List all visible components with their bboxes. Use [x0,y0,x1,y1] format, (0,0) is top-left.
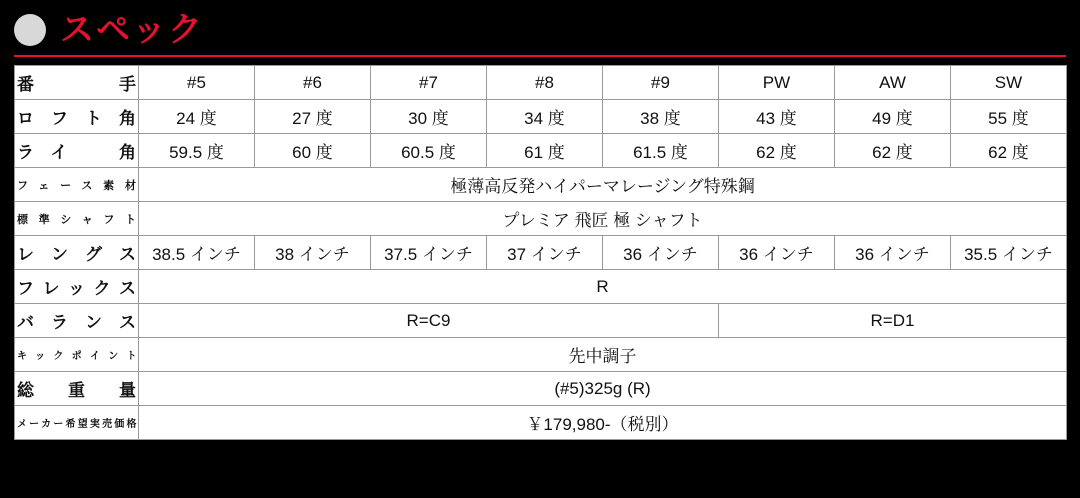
cell-club-4: #9 [603,66,719,100]
cell-loft-7: 55 度 [951,100,1067,134]
table-row [15,304,1067,338]
table-row [15,270,1067,304]
cell-total-weight: (#5)325g (R) [139,372,1067,406]
cell-loft-6: 49 度 [835,100,951,134]
table-row [15,134,1067,168]
table-row [15,202,1067,236]
cell-lie-3: 61 度 [487,134,603,168]
cell-club-1: #6 [255,66,371,100]
cell-lie-0: 59.5 度 [139,134,255,168]
spec-table-container [14,65,1066,440]
spec-table [14,65,1067,440]
cell-length-5: 36 インチ [719,236,835,270]
page-header [0,0,1080,60]
table-row [15,66,1067,100]
cell-club-0: #5 [139,66,255,100]
row-label-club: 番 手 [15,66,139,100]
cell-club-7: SW [951,66,1067,100]
row-label-loft: ロ フ ト 角 [15,100,139,134]
cell-loft-5: 43 度 [719,100,835,134]
circle-bullet-icon [14,14,46,46]
cell-length-7: 35.5 インチ [951,236,1067,270]
row-label-kick-point: キックポイント [15,338,139,372]
cell-length-1: 38 インチ [255,236,371,270]
cell-price: ￥179,980-（税別） [139,406,1067,440]
cell-lie-1: 60 度 [255,134,371,168]
cell-club-6: AW [835,66,951,100]
row-label-face-material: フェース素材 [15,168,139,202]
cell-kick-point: 先中調子 [139,338,1067,372]
cell-length-3: 37 インチ [487,236,603,270]
cell-lie-4: 61.5 度 [603,134,719,168]
table-row [15,338,1067,372]
cell-lie-5: 62 度 [719,134,835,168]
cell-lie-6: 62 度 [835,134,951,168]
row-label-lie: ラ イ 角 [15,134,139,168]
cell-club-3: #8 [487,66,603,100]
cell-loft-0: 24 度 [139,100,255,134]
cell-length-2: 37.5 インチ [371,236,487,270]
cell-face-material: 極薄高反発ハイパーマレージング特殊鋼 [139,168,1067,202]
cell-balance-1: R=D1 [719,304,1067,338]
table-row [15,100,1067,134]
table-row [15,406,1067,440]
row-label-price: メーカー希望実売価格 [15,406,139,440]
table-row [15,372,1067,406]
cell-lie-2: 60.5 度 [371,134,487,168]
row-label-length: レ ン グ ス [15,236,139,270]
cell-lie-7: 62 度 [951,134,1067,168]
cell-length-4: 36 インチ [603,236,719,270]
cell-balance-0: R=C9 [139,304,719,338]
table-row [15,168,1067,202]
cell-loft-1: 27 度 [255,100,371,134]
cell-standard-shaft: プレミア 飛匠 極 シャフト [139,202,1067,236]
row-label-standard-shaft: 標準シャフト [15,202,139,236]
cell-length-0: 38.5 インチ [139,236,255,270]
header-divider [14,55,1066,57]
cell-loft-3: 34 度 [487,100,603,134]
cell-club-2: #7 [371,66,487,100]
row-label-flex: フ レ ッ ク ス [15,270,139,304]
page-title: スペック [60,11,204,49]
row-label-balance: バ ラ ン ス [15,304,139,338]
cell-club-5: PW [719,66,835,100]
table-row [15,236,1067,270]
cell-loft-2: 30 度 [371,100,487,134]
cell-flex: R [139,270,1067,304]
row-label-total-weight: 総 重 量 [15,372,139,406]
cell-loft-4: 38 度 [603,100,719,134]
cell-length-6: 36 インチ [835,236,951,270]
